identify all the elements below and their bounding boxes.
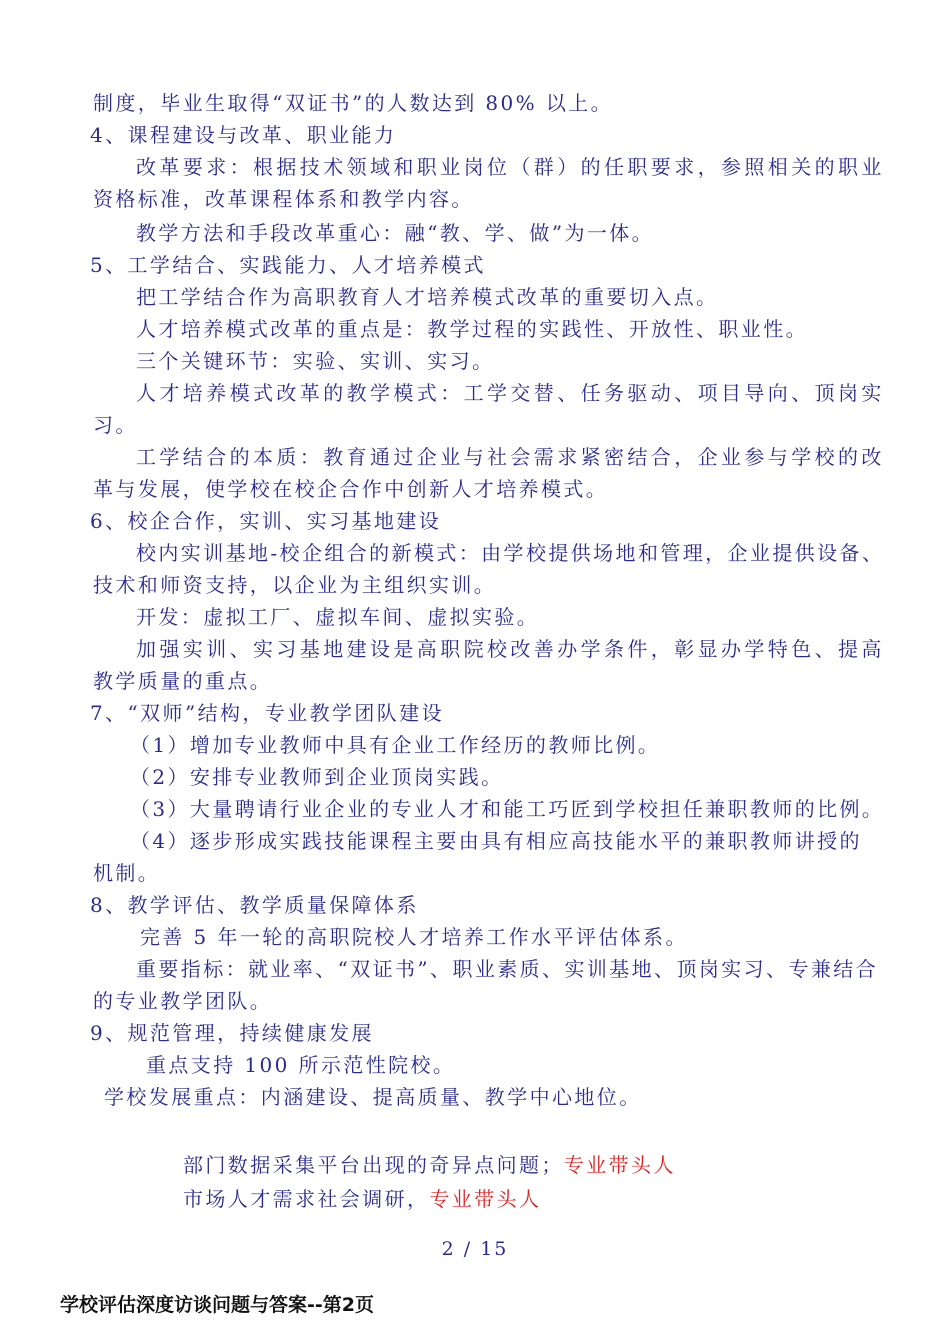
paragraph-line: 重点支持 100 所示范性院校。 — [146, 1053, 456, 1077]
note-highlight: 专业带头人 — [563, 1153, 676, 1177]
paragraph-line: 技术和师资支持，以企业为主组织实训。 — [93, 573, 497, 597]
note-line — [183, 1184, 541, 1214]
paragraph-line: 革与发展，使学校在校企合作中创新人才培养模式。 — [93, 477, 609, 501]
section-heading: 6、校企合作，实训、实习基地建设 — [90, 509, 442, 533]
paragraph-line: 三个关键环节：实验、实训、实习。 — [136, 349, 495, 373]
note-line — [183, 1150, 676, 1180]
list-item: （2）安排专业教师到企业顶岗实践。 — [130, 765, 504, 789]
paragraph-line: 习。 — [93, 413, 138, 437]
paragraph-line: 的专业教学团队。 — [93, 989, 273, 1013]
section-heading: 9、规范管理，持续健康发展 — [90, 1021, 374, 1045]
paragraph-line: 校内实训基地-校企组合的新模式：由学校提供场地和管理，企业提供设备、 — [136, 541, 885, 565]
paragraph-line: 改革要求：根据技术领域和职业岗位（群）的任职要求，参照相关的职业 — [136, 155, 885, 179]
paragraph-line: 人才培养模式改革的教学模式：工学交替、任务驱动、项目导向、顶岗实 — [136, 381, 885, 405]
paragraph-line: 重要指标：就业率、“双证书”、职业素质、实训基地、顶岗实习、专兼结合 — [136, 957, 879, 981]
section-heading: 5、工学结合、实践能力、人才培养模式 — [90, 253, 486, 277]
document-footer: 学校评估深度访谈问题与答案--第2页 — [60, 1294, 374, 1316]
section-heading: 4、课程建设与改革、职业能力 — [90, 123, 397, 147]
paragraph-line: 制度，毕业生取得“双证书”的人数达到 80% 以上。 — [93, 91, 614, 115]
note-text: 部门数据采集平台出现的奇异点问题； — [183, 1153, 564, 1177]
section-heading: 7、“双师”结构，专业教学团队建设 — [90, 701, 444, 725]
paragraph-line: 学校发展重点：内涵建设、提高质量、教学中心地位。 — [104, 1085, 642, 1109]
paragraph-line: 把工学结合作为高职教育人才培养模式改革的重要切入点。 — [136, 285, 719, 309]
paragraph-line: 开发：虚拟工厂、虚拟车间、虚拟实验。 — [136, 605, 540, 629]
note-text: 市场人才需求社会调研， — [183, 1187, 430, 1211]
paragraph-line: 工学结合的本质：教育通过企业与社会需求紧密结合，企业参与学校的改 — [136, 445, 885, 469]
paragraph-line: 完善 5 年一轮的高职院校人才培养工作水平评估体系。 — [140, 925, 688, 949]
paragraph-line: 加强实训、实习基地建设是高职院校改善办学条件，彰显办学特色、提高 — [136, 637, 885, 661]
list-item: （4）逐步形成实践技能课程主要由具有相应高技能水平的兼职教师讲授的 — [130, 829, 862, 853]
note-highlight: 专业带头人 — [429, 1187, 542, 1211]
list-item: （3）大量聘请行业企业的专业人才和能工巧匠到学校担任兼职教师的比例。 — [130, 797, 885, 821]
paragraph-line: 机制。 — [93, 861, 161, 885]
list-item: （1）增加专业教师中具有企业工作经历的教师比例。 — [130, 733, 661, 757]
page-number: 2 / 15 — [441, 1238, 509, 1260]
paragraph-line: 资格标准，改革课程体系和教学内容。 — [93, 187, 474, 211]
paragraph-line: 人才培养模式改革的重点是：教学过程的实践性、开放性、职业性。 — [136, 317, 808, 341]
section-heading: 8、教学评估、教学质量保障体系 — [90, 893, 419, 917]
paragraph-line: 教学方法和手段改革重心：融“教、学、做”为一体。 — [136, 221, 655, 245]
paragraph-line: 教学质量的重点。 — [93, 669, 273, 693]
